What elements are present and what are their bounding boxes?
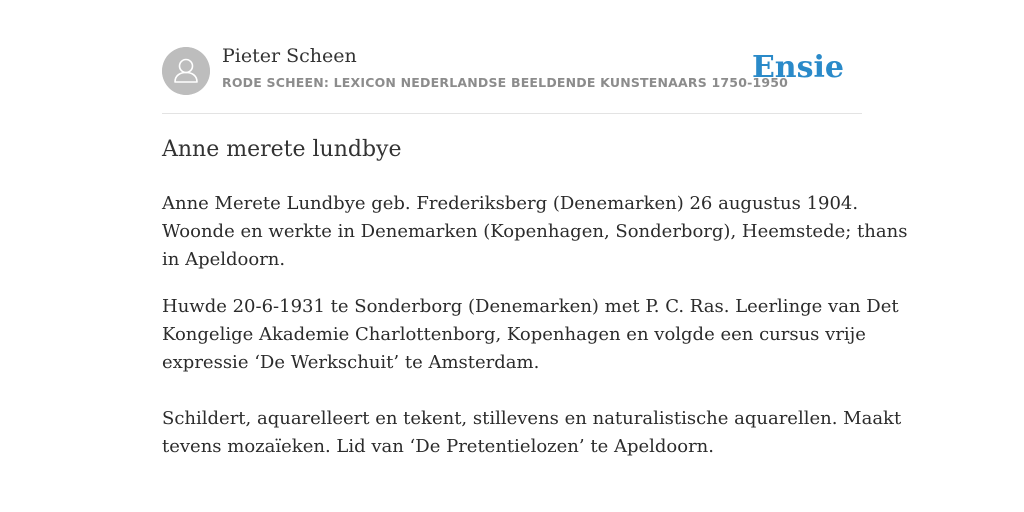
paragraph-line: expressie ‘De Werkschuit’ te Amsterdam. <box>162 352 540 373</box>
author-name[interactable]: Pieter Scheen <box>222 45 357 67</box>
paragraph-line: in Apeldoorn. <box>162 249 286 270</box>
brand-logo[interactable]: Ensie <box>751 50 844 85</box>
paragraph-line: Schildert, aquarelleert en tekent, stillevens en naturalistische aquarellen. Maakt <box>162 408 902 429</box>
paragraph-line: Woonde en werkte in Denemarken (Kopenhagen, Sonderborg), Heemstede; thans <box>162 221 908 242</box>
paragraph-2 <box>162 293 899 377</box>
paragraph-1 <box>162 190 908 274</box>
paragraph-line: Huwde 20-6-1931 te Sonderborg (Denemarken) met P. C. Ras. Leerlinge van Det <box>162 296 899 317</box>
entry-title: Anne merete lundbye <box>162 137 402 162</box>
entry-header <box>162 0 862 114</box>
paragraph-line: Kongelige Akademie Charlottenborg, Kopenhagen en volgde een cursus vrije <box>162 324 866 345</box>
source-title[interactable]: RODE SCHEEN: LEXICON NEDERLANDSE BEELDENDE KUNSTENAARS 1750-1950 <box>222 75 789 90</box>
entry-card <box>162 0 908 457</box>
user-avatar-icon[interactable] <box>162 47 210 95</box>
paragraph-line: tevens mozaïeken. Lid van ‘De Pretentielozen’ te Apeldoorn. <box>162 436 714 457</box>
paragraph-3 <box>162 405 902 461</box>
paragraph-line: Anne Merete Lundbye geb. Frederiksberg (Denemarken) 26 augustus 1904. <box>162 193 859 214</box>
